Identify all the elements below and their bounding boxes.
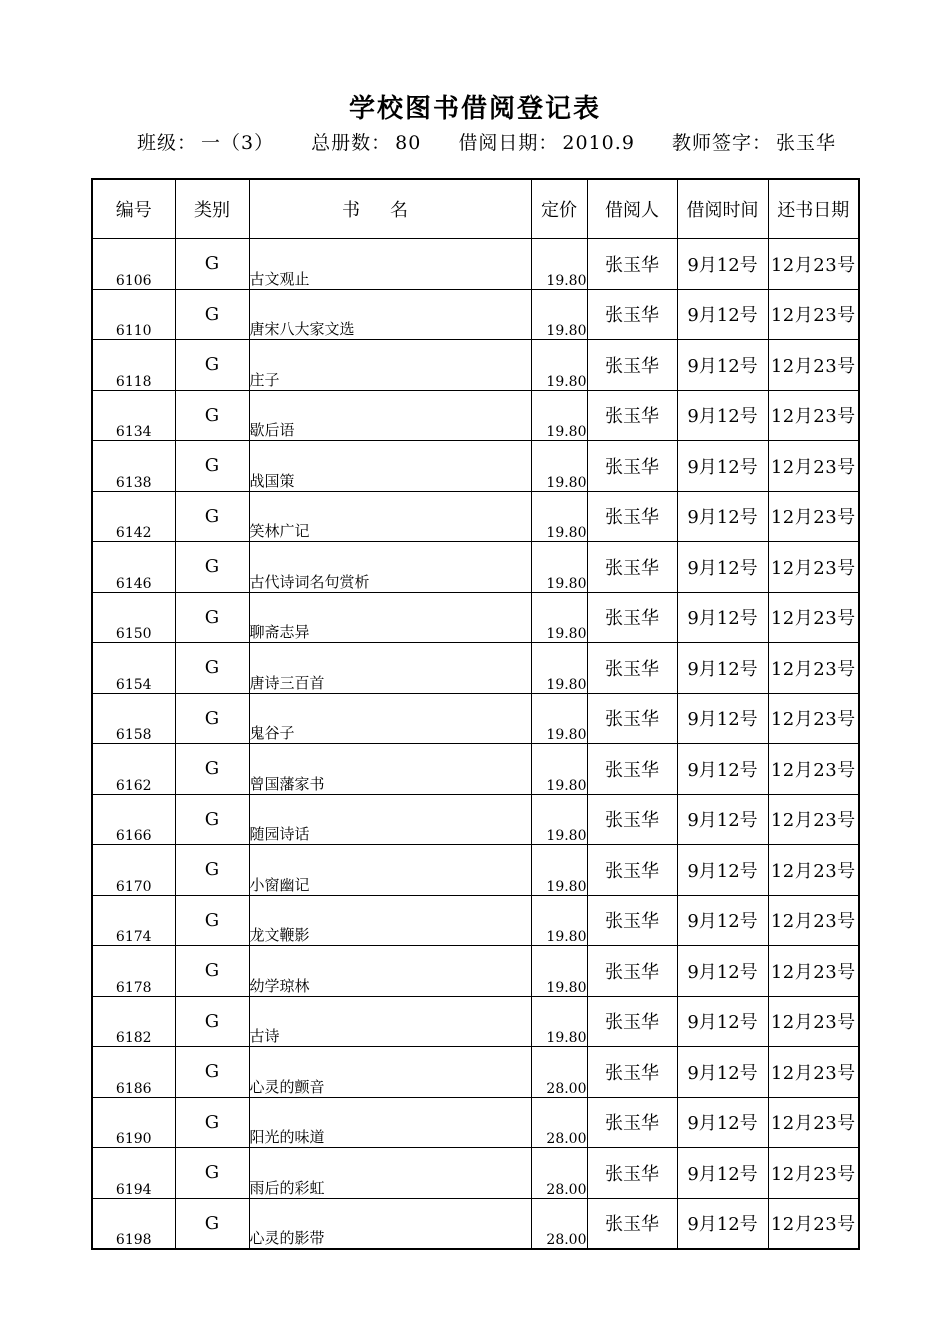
cell-borrow-time: 9月12号 bbox=[677, 794, 768, 845]
cell-book-name: 唐诗三百首 bbox=[249, 643, 531, 694]
cell-return-date: 12月23号 bbox=[768, 845, 859, 896]
cell-borrow-time: 9月12号 bbox=[677, 1097, 768, 1148]
cell-number: 6106 bbox=[92, 239, 175, 290]
cell-price: 19.80 bbox=[531, 491, 587, 542]
cell-return-date: 12月23号 bbox=[768, 946, 859, 997]
table-row bbox=[92, 491, 859, 542]
cell-category: G bbox=[175, 542, 249, 593]
cell-number: 6146 bbox=[92, 542, 175, 593]
header-row bbox=[92, 179, 859, 239]
cell-borrower: 张玉华 bbox=[587, 996, 677, 1047]
table-row bbox=[92, 592, 859, 643]
cell-borrower: 张玉华 bbox=[587, 289, 677, 340]
cell-return-date: 12月23号 bbox=[768, 895, 859, 946]
cell-price: 19.80 bbox=[531, 845, 587, 896]
total-value: 80 bbox=[395, 132, 422, 154]
cell-book-name: 聊斋志异 bbox=[249, 592, 531, 643]
cell-book-name: 幼学琼林 bbox=[249, 946, 531, 997]
cell-return-date: 12月23号 bbox=[768, 1148, 859, 1199]
header-return-date: 还书日期 bbox=[768, 179, 859, 239]
cell-book-name: 心灵的颤音 bbox=[249, 1047, 531, 1098]
cell-borrow-time: 9月12号 bbox=[677, 1198, 768, 1249]
cell-price: 19.80 bbox=[531, 996, 587, 1047]
table-row bbox=[92, 996, 859, 1047]
cell-category: G bbox=[175, 946, 249, 997]
cell-category: G bbox=[175, 693, 249, 744]
cell-number: 6154 bbox=[92, 643, 175, 694]
cell-number: 6110 bbox=[92, 289, 175, 340]
cell-borrower: 张玉华 bbox=[587, 643, 677, 694]
cell-borrower: 张玉华 bbox=[587, 794, 677, 845]
cell-category: G bbox=[175, 441, 249, 492]
cell-category: G bbox=[175, 996, 249, 1047]
table-row bbox=[92, 895, 859, 946]
table-row bbox=[92, 239, 859, 290]
cell-category: G bbox=[175, 1097, 249, 1148]
cell-number: 6134 bbox=[92, 390, 175, 441]
cell-number: 6178 bbox=[92, 946, 175, 997]
cell-category: G bbox=[175, 1148, 249, 1199]
header-borrower: 借阅人 bbox=[587, 179, 677, 239]
cell-price: 19.80 bbox=[531, 946, 587, 997]
cell-borrower: 张玉华 bbox=[587, 946, 677, 997]
table-row bbox=[92, 1148, 859, 1199]
cell-number: 6182 bbox=[92, 996, 175, 1047]
cell-price: 19.80 bbox=[531, 592, 587, 643]
cell-return-date: 12月23号 bbox=[768, 340, 859, 391]
cell-borrow-time: 9月12号 bbox=[677, 845, 768, 896]
header-borrow-time: 借阅时间 bbox=[677, 179, 768, 239]
cell-category: G bbox=[175, 1047, 249, 1098]
cell-price: 28.00 bbox=[531, 1047, 587, 1098]
table-row bbox=[92, 946, 859, 997]
page-title: 学校图书借阅登记表 bbox=[348, 94, 601, 124]
cell-price: 28.00 bbox=[531, 1148, 587, 1199]
cell-price: 19.80 bbox=[531, 693, 587, 744]
cell-book-name: 庄子 bbox=[249, 340, 531, 391]
cell-book-name: 随园诗话 bbox=[249, 794, 531, 845]
class-value: 一（3） bbox=[201, 132, 275, 154]
table-row bbox=[92, 744, 859, 795]
cell-borrower: 张玉华 bbox=[587, 744, 677, 795]
cell-borrow-time: 9月12号 bbox=[677, 289, 768, 340]
cell-number: 6170 bbox=[92, 845, 175, 896]
cell-borrower: 张玉华 bbox=[587, 1047, 677, 1098]
cell-book-name: 龙文鞭影 bbox=[249, 895, 531, 946]
cell-book-name: 曾国藩家书 bbox=[249, 744, 531, 795]
cell-category: G bbox=[175, 794, 249, 845]
cell-borrower: 张玉华 bbox=[587, 895, 677, 946]
teacher-sign-value: 张玉华 bbox=[775, 132, 836, 154]
table-body bbox=[92, 239, 859, 1250]
cell-category: G bbox=[175, 1198, 249, 1249]
table-row bbox=[92, 542, 859, 593]
table-row bbox=[92, 794, 859, 845]
cell-return-date: 12月23号 bbox=[768, 693, 859, 744]
cell-return-date: 12月23号 bbox=[768, 996, 859, 1047]
cell-price: 19.80 bbox=[531, 542, 587, 593]
cell-return-date: 12月23号 bbox=[768, 542, 859, 593]
cell-return-date: 12月23号 bbox=[768, 1047, 859, 1098]
cell-book-name: 战国策 bbox=[249, 441, 531, 492]
cell-borrower: 张玉华 bbox=[587, 1148, 677, 1199]
cell-book-name: 古代诗词名句赏析 bbox=[249, 542, 531, 593]
cell-borrow-time: 9月12号 bbox=[677, 744, 768, 795]
borrow-date-label: 借阅日期： bbox=[458, 132, 559, 154]
cell-borrow-time: 9月12号 bbox=[677, 996, 768, 1047]
cell-return-date: 12月23号 bbox=[768, 643, 859, 694]
cell-book-name: 小窗幽记 bbox=[249, 845, 531, 896]
cell-borrow-time: 9月12号 bbox=[677, 340, 768, 391]
form-info-line bbox=[137, 128, 840, 155]
cell-price: 19.80 bbox=[531, 744, 587, 795]
cell-book-name: 唐宋八大家文选 bbox=[249, 289, 531, 340]
cell-book-name: 歇后语 bbox=[249, 390, 531, 441]
cell-book-name: 鬼谷子 bbox=[249, 693, 531, 744]
cell-borrower: 张玉华 bbox=[587, 491, 677, 542]
cell-borrower: 张玉华 bbox=[587, 542, 677, 593]
cell-number: 6186 bbox=[92, 1047, 175, 1098]
cell-return-date: 12月23号 bbox=[768, 744, 859, 795]
cell-price: 19.80 bbox=[531, 441, 587, 492]
cell-borrow-time: 9月12号 bbox=[677, 895, 768, 946]
borrow-date-value: 2010.9 bbox=[562, 132, 635, 154]
cell-book-name: 心灵的影带 bbox=[249, 1198, 531, 1249]
cell-borrow-time: 9月12号 bbox=[677, 592, 768, 643]
cell-category: G bbox=[175, 592, 249, 643]
cell-book-name: 雨后的彩虹 bbox=[249, 1148, 531, 1199]
cell-book-name: 笑林广记 bbox=[249, 491, 531, 542]
class-label: 班级： bbox=[137, 132, 198, 154]
cell-price: 28.00 bbox=[531, 1097, 587, 1148]
cell-number: 6150 bbox=[92, 592, 175, 643]
cell-category: G bbox=[175, 239, 249, 290]
cell-borrow-time: 9月12号 bbox=[677, 239, 768, 290]
cell-book-name: 古文观止 bbox=[249, 239, 531, 290]
table-row bbox=[92, 441, 859, 492]
header-book-name: 书名 bbox=[249, 179, 531, 239]
cell-return-date: 12月23号 bbox=[768, 441, 859, 492]
header-number: 编号 bbox=[92, 179, 175, 239]
cell-borrow-time: 9月12号 bbox=[677, 946, 768, 997]
cell-price: 19.80 bbox=[531, 239, 587, 290]
cell-borrower: 张玉华 bbox=[587, 592, 677, 643]
cell-borrow-time: 9月12号 bbox=[677, 542, 768, 593]
total-label: 总册数： bbox=[311, 132, 392, 154]
cell-borrow-time: 9月12号 bbox=[677, 693, 768, 744]
cell-return-date: 12月23号 bbox=[768, 491, 859, 542]
table-row bbox=[92, 1047, 859, 1098]
cell-return-date: 12月23号 bbox=[768, 1097, 859, 1148]
cell-book-name: 古诗 bbox=[249, 996, 531, 1047]
cell-price: 19.80 bbox=[531, 390, 587, 441]
header-category: 类别 bbox=[175, 179, 249, 239]
cell-category: G bbox=[175, 340, 249, 391]
cell-return-date: 12月23号 bbox=[768, 289, 859, 340]
cell-borrower: 张玉华 bbox=[587, 441, 677, 492]
teacher-sign-label: 教师签字： bbox=[671, 132, 772, 154]
cell-number: 6138 bbox=[92, 441, 175, 492]
table-row bbox=[92, 1097, 859, 1148]
cell-category: G bbox=[175, 289, 249, 340]
cell-price: 19.80 bbox=[531, 289, 587, 340]
cell-return-date: 12月23号 bbox=[768, 794, 859, 845]
cell-return-date: 12月23号 bbox=[768, 592, 859, 643]
cell-borrower: 张玉华 bbox=[587, 693, 677, 744]
cell-category: G bbox=[175, 643, 249, 694]
cell-price: 28.00 bbox=[531, 1198, 587, 1249]
header-price: 定价 bbox=[531, 179, 587, 239]
table-row bbox=[92, 693, 859, 744]
cell-borrow-time: 9月12号 bbox=[677, 390, 768, 441]
table-row bbox=[92, 340, 859, 391]
cell-number: 6194 bbox=[92, 1148, 175, 1199]
cell-borrower: 张玉华 bbox=[587, 239, 677, 290]
cell-number: 6158 bbox=[92, 693, 175, 744]
cell-borrower: 张玉华 bbox=[587, 845, 677, 896]
cell-number: 6162 bbox=[92, 744, 175, 795]
cell-borrower: 张玉华 bbox=[587, 1097, 677, 1148]
cell-price: 19.80 bbox=[531, 794, 587, 845]
cell-return-date: 12月23号 bbox=[768, 1198, 859, 1249]
cell-borrow-time: 9月12号 bbox=[677, 441, 768, 492]
cell-category: G bbox=[175, 491, 249, 542]
table-row bbox=[92, 289, 859, 340]
cell-return-date: 12月23号 bbox=[768, 239, 859, 290]
table-row bbox=[92, 1198, 859, 1249]
table-row bbox=[92, 643, 859, 694]
cell-price: 19.80 bbox=[531, 895, 587, 946]
cell-category: G bbox=[175, 895, 249, 946]
cell-price: 19.80 bbox=[531, 340, 587, 391]
cell-category: G bbox=[175, 744, 249, 795]
cell-borrower: 张玉华 bbox=[587, 390, 677, 441]
cell-number: 6174 bbox=[92, 895, 175, 946]
cell-price: 19.80 bbox=[531, 643, 587, 694]
cell-number: 6190 bbox=[92, 1097, 175, 1148]
borrow-register-table bbox=[91, 178, 860, 1250]
table-row bbox=[92, 845, 859, 896]
cell-borrow-time: 9月12号 bbox=[677, 643, 768, 694]
cell-borrower: 张玉华 bbox=[587, 1198, 677, 1249]
cell-number: 6166 bbox=[92, 794, 175, 845]
cell-borrow-time: 9月12号 bbox=[677, 491, 768, 542]
cell-book-name: 阳光的味道 bbox=[249, 1097, 531, 1148]
cell-borrower: 张玉华 bbox=[587, 340, 677, 391]
cell-borrow-time: 9月12号 bbox=[677, 1148, 768, 1199]
cell-number: 6142 bbox=[92, 491, 175, 542]
cell-number: 6118 bbox=[92, 340, 175, 391]
cell-borrow-time: 9月12号 bbox=[677, 1047, 768, 1098]
cell-category: G bbox=[175, 390, 249, 441]
cell-category: G bbox=[175, 845, 249, 896]
cell-return-date: 12月23号 bbox=[768, 390, 859, 441]
cell-number: 6198 bbox=[92, 1198, 175, 1249]
table-row bbox=[92, 390, 859, 441]
